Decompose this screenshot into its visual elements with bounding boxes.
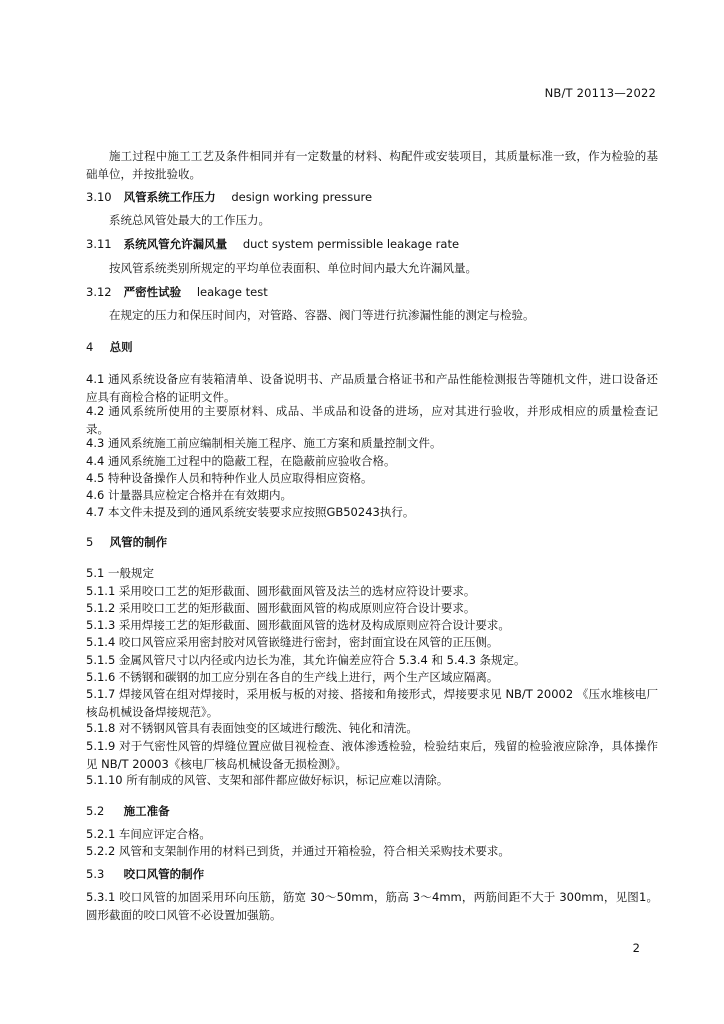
term-heading-3-11 xyxy=(86,235,658,253)
subsection-title: 咬口风管的制作 xyxy=(123,867,205,881)
clause-5-1-6: 5.1.6 不锈钢和碳钢的加工应分别在各自的生产线上进行，两个生产区域应隔离。 xyxy=(86,670,499,684)
term-heading-3-12 xyxy=(86,283,658,301)
intro-paragraph: 施工过程中施工工艺及条件相同并有一定数量的材料、构配件或安装项目，其质量标准一致，作为检验的基础单位，并按批验收。 xyxy=(86,149,658,181)
subsection-number: 5.3 xyxy=(86,867,105,881)
clause-4-1: 4.1 通风系统设备应有装箱清单、设备说明书、产品质量合格证书和产品性能检测报告等随机文件，进口设备还应具有商检合格的证明文件。 xyxy=(86,372,658,404)
section-title: 总则 xyxy=(109,340,133,354)
clause-5-1-9: 5.1.9 对于气密性风管的焊缝位置应做目视检查、液体渗透检验，检验结束后，残留的检验液应除净，具体操作见 NB/T 20003《核电厂核岛机械设备无损检测》。 xyxy=(86,739,658,771)
clause-4-6: 4.6 计量器具应检定合格并在有效期内。 xyxy=(86,488,292,502)
subsection-5-3-heading xyxy=(86,865,658,883)
term-chinese: 系统风管允许漏风量 xyxy=(123,237,228,251)
term-definition-3-12: 在规定的压力和保压时间内，对管路、容器、阀门等进行抗渗漏性能的测定与检验。 xyxy=(109,308,535,322)
term-heading-3-10 xyxy=(86,188,658,206)
section-number: 4 xyxy=(86,340,94,354)
clause-5-1-7: 5.1.7 焊接风管在组对焊接时，采用板与板的对接、搭接和角接形式，焊接要求见 NB/T 20002 《压水堆核电厂核岛机械设备焊接规范》。 xyxy=(86,687,658,719)
clause-4-4: 4.4 通风系统施工过程中的隐蔽工程，在隐蔽前应验收合格。 xyxy=(86,454,396,468)
clause-5-1-5: 5.1.5 金属风管尺寸以内径或内边长为准，其允许偏差应符合 5.3.4 和 5.4.3 条规定。 xyxy=(86,653,526,667)
term-english: duct system permissible leakage rate xyxy=(242,237,460,251)
subsection-5-1: 5.1 一般规定 xyxy=(86,566,154,580)
clause-5-2-2: 5.2.2 风管和支架制作用的材料已到货，并通过开箱检验，符合相关采购技术要求。 xyxy=(86,844,510,858)
section-4-heading xyxy=(86,338,658,356)
term-number: 3.10 xyxy=(86,190,112,204)
term-chinese: 严密性试验 xyxy=(123,285,182,299)
clause-4-7: 4.7 本文件未提及到的通风系统安装要求应按照GB50243执行。 xyxy=(86,505,415,519)
subsection-title: 施工准备 xyxy=(123,804,170,818)
page-number: 2 xyxy=(632,941,640,955)
clause-5-1-2: 5.1.2 采用咬口工艺的矩形截面、圆形截面风管的构成原则应符合设计要求。 xyxy=(86,601,476,615)
clause-4-5: 4.5 特种设备操作人员和特种作业人员应取得相应资格。 xyxy=(86,471,373,485)
clause-5-1-8: 5.1.8 对不锈钢风管具有表面蚀变的区域进行酸洗、钝化和清洗。 xyxy=(86,721,418,735)
clause-5-1-3: 5.1.3 采用焊接工艺的矩形截面、圆形截面风管的选材及构成原则应符合设计要求。 xyxy=(86,618,510,632)
term-definition-3-10: 系统总风管处最大的工作压力。 xyxy=(109,213,270,227)
clause-5-1-4: 5.1.4 咬口风管应采用密封胶对风管嵌缝进行密封，密封面宜设在风管的正压侧。 xyxy=(86,635,499,649)
term-english: leakage test xyxy=(196,285,268,299)
section-5-heading xyxy=(86,533,658,551)
clause-5-1-10: 5.1.10 所有制成的风管、支架和部件都应做好标识，标记应难以清除。 xyxy=(86,773,449,787)
section-number: 5 xyxy=(86,535,94,549)
clause-5-1-1: 5.1.1 采用咬口工艺的矩形截面、圆形截面风管及法兰的选材应符设计要求。 xyxy=(86,584,476,598)
subsection-number: 5.2 xyxy=(86,804,105,818)
section-title: 风管的制作 xyxy=(109,535,168,549)
document-number: NB/T 20113—2022 xyxy=(544,86,656,100)
clause-5-3-1: 5.3.1 咬口风管的加固采用环向压筋，筋宽 30～50mm，筋高 3～4mm，两筋间距不大于 300mm，见图1。圆形截面的咬口风管不必设置加强筋。 xyxy=(86,890,658,922)
term-definition-3-11: 按风管系统类别所规定的平均单位表面积、单位时间内最大允许漏风量。 xyxy=(109,261,477,275)
term-chinese: 风管系统工作压力 xyxy=(123,190,216,204)
term-english: design working pressure xyxy=(231,190,373,204)
term-number: 3.11 xyxy=(86,237,112,251)
clause-5-2-1: 5.2.1 车间应评定合格。 xyxy=(86,827,211,841)
term-number: 3.12 xyxy=(86,285,112,299)
clause-4-3: 4.3 通风系统施工前应编制相关施工程序、施工方案和质量控制文件。 xyxy=(86,436,442,450)
subsection-5-2-heading xyxy=(86,802,658,820)
clause-4-2: 4.2 通风系统所使用的主要原材料、成品、半成品和设备的进场，应对其进行验收，并形成相应的质量检查记录。 xyxy=(86,404,658,436)
